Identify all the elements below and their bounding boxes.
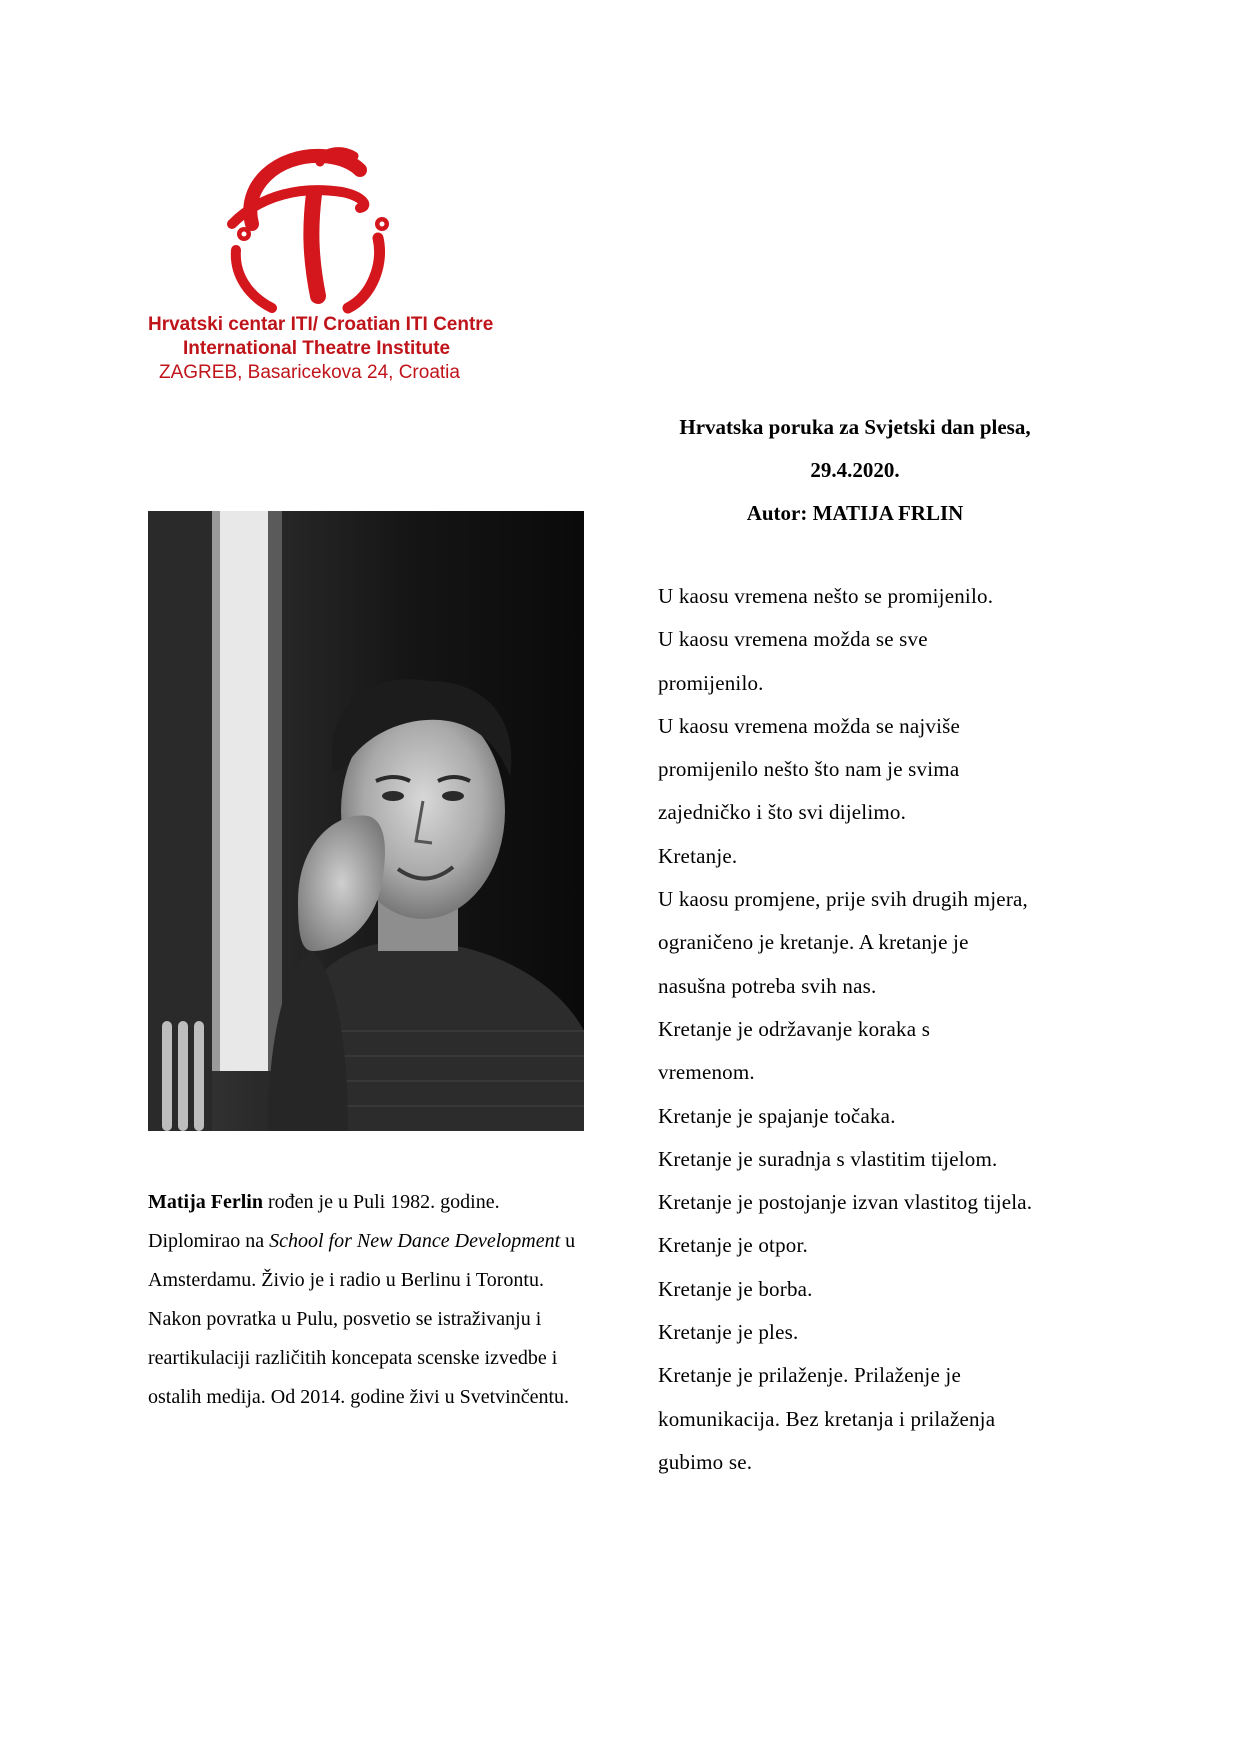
document-title: [640, 406, 1070, 535]
bio-author-name: Matija Ferlin: [148, 1191, 263, 1213]
bio-paragraph: [148, 1183, 588, 1417]
poem-line: U kaosu vremena nešto se promijenilo.: [658, 584, 994, 608]
poem-line: zajedničko i što svi dijelimo.: [658, 800, 907, 825]
bio-text-1: rođen je u Puli 1982. godine. Diplomirao na: [148, 1191, 500, 1252]
iti-logo-icon: [222, 146, 402, 318]
poem-line: promijenilo.: [658, 670, 764, 695]
bio-text-2: u Amsterdamu. Živio je i radio u Berlinu i Torontu. Nakon povratka u Pulu, posvetio se istraživanju i reartikulaciji različitih koncepata scenske izvedbe i ostalih medija. Od 2014. godine živi u Svetvinčentu.: [148, 1230, 576, 1408]
poem-text: [658, 575, 1118, 1484]
org-name: Hrvatski centar ITI/ Croatian ITI Centre: [148, 314, 494, 335]
portrait-photo-icon: [148, 511, 584, 1131]
poem-line: U kaosu promjene, prije svih drugih mjera,: [658, 887, 1028, 912]
poem-line: Kretanje je postojanje izvan vlastitog tijela.: [658, 1190, 1033, 1215]
title-date: 29.4.2020.: [810, 458, 900, 482]
poem-line: Kretanje je borba.: [658, 1276, 813, 1301]
poem-line: promijenilo nešto što nam je svima: [658, 757, 960, 782]
poem-line: nasušna potreba svih nas.: [658, 973, 877, 998]
org-address: ZAGREB, Basaricekova 24, Croatia: [159, 362, 460, 383]
title-line-1: Hrvatska poruka za Svjetski dan plesa,: [679, 415, 1031, 439]
bio-school-name: School for New Dance Development: [269, 1230, 561, 1252]
author-bio: [148, 1183, 588, 1417]
poem-line: Kretanje je otpor.: [658, 1233, 808, 1258]
poem-line: vremenom.: [658, 1060, 755, 1085]
poem-line: Kretanje.: [658, 843, 738, 868]
poem-line: U kaosu vremena možda se sve: [658, 627, 928, 652]
portrait-photo: [148, 511, 584, 1131]
org-subtitle: International Theatre Institute: [183, 338, 451, 359]
poem-line: ograničeno je kretanje. A kretanje je: [658, 930, 969, 955]
poem-line: Kretanje je ples.: [658, 1320, 799, 1345]
poem-line: Kretanje je suradnja s vlastitim tijelom.: [658, 1146, 998, 1171]
poem-line: gubimo se.: [658, 1449, 753, 1474]
poem-line: Kretanje je spajanje točaka.: [658, 1103, 896, 1128]
poem-line: U kaosu vremena možda se najviše: [658, 713, 961, 738]
poem-line: Kretanje je prilaženje. Prilaženje je: [658, 1363, 961, 1388]
title-author: Autor: MATIJA FRLIN: [746, 501, 964, 525]
poem-line: Kretanje je održavanje koraka s: [658, 1016, 931, 1041]
poem-line: komunikacija. Bez kretanja i prilaženja: [658, 1406, 996, 1431]
